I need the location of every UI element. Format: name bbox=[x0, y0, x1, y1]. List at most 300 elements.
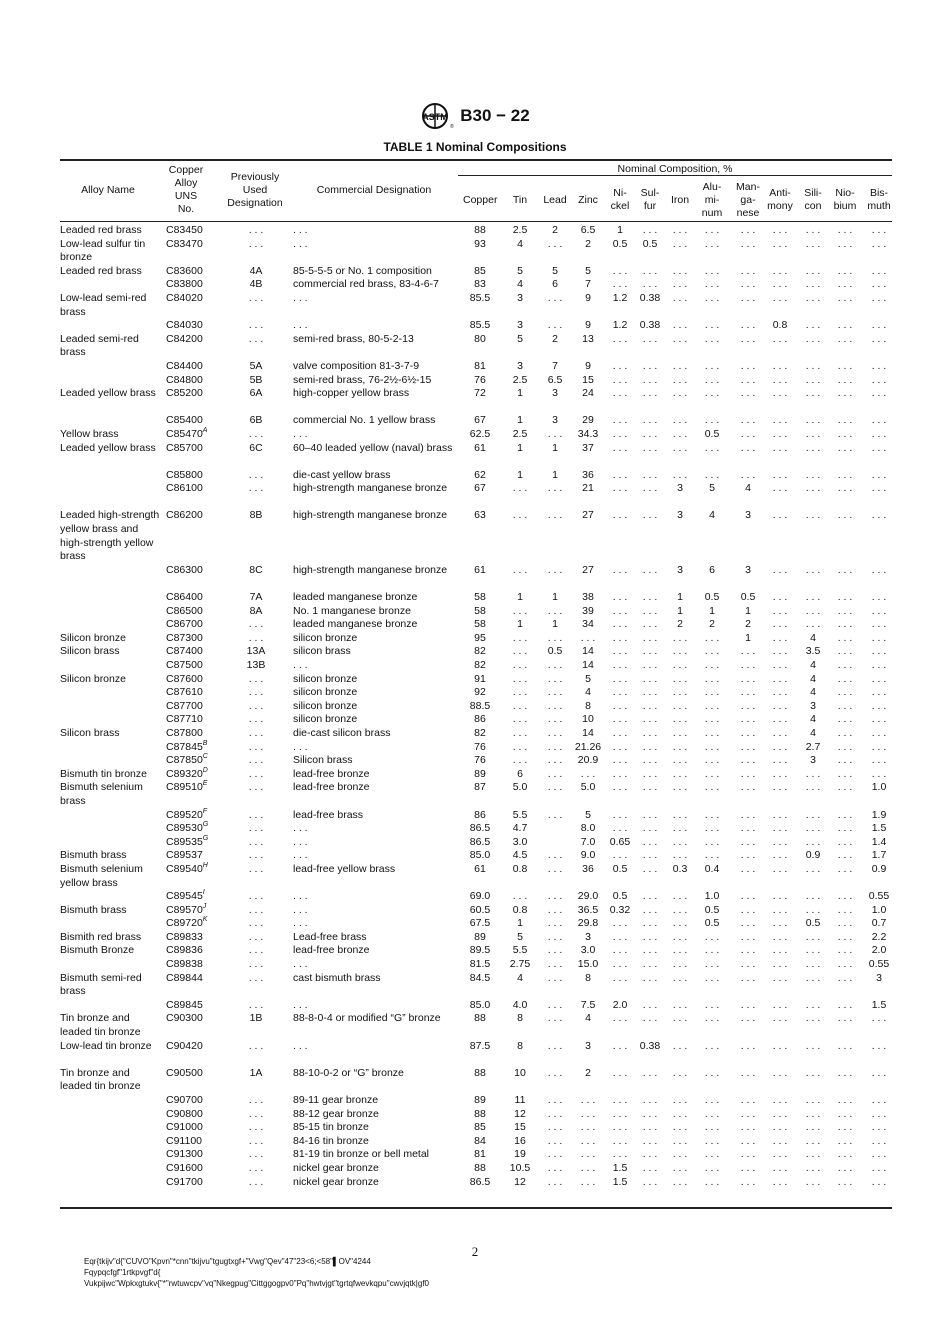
composition-value: . . . bbox=[772, 890, 788, 903]
composition-value: 83 bbox=[474, 278, 486, 291]
composition-value: . . . bbox=[805, 427, 821, 440]
composition-value: . . . bbox=[772, 740, 788, 753]
composition-value: 82 bbox=[474, 645, 486, 658]
composition-value: 12 bbox=[514, 1175, 526, 1188]
commercial-designation: 88-10-0-2 or “G” bronze bbox=[293, 1066, 404, 1079]
composition-value: . . . bbox=[740, 441, 756, 454]
previous-designation: . . . bbox=[248, 1148, 264, 1161]
table-row bbox=[60, 944, 892, 958]
composition-value: 5.0 bbox=[512, 781, 528, 794]
composition-value: . . . bbox=[871, 387, 887, 400]
composition-value: . . . bbox=[740, 645, 756, 658]
composition-value: . . . bbox=[612, 1039, 628, 1052]
composition-value: . . . bbox=[704, 468, 720, 481]
uns-number: $C89530^G$ bbox=[166, 821, 209, 835]
header-uns: Copper Alloy UNS No. bbox=[168, 164, 204, 215]
composition-value: 38 bbox=[582, 591, 594, 604]
table-row bbox=[60, 1176, 892, 1190]
composition-value: 14 bbox=[582, 726, 594, 739]
previous-designation: 4A bbox=[249, 264, 263, 277]
commercial-designation: 89-11 gear bronze bbox=[293, 1094, 379, 1107]
previous-designation: . . . bbox=[248, 930, 264, 943]
table-row bbox=[60, 1162, 892, 1176]
composition-value: 69.0 bbox=[469, 890, 491, 903]
composition-value: . . . bbox=[672, 1039, 688, 1052]
composition-value: . . . bbox=[672, 917, 688, 930]
composition-value: . . . bbox=[772, 427, 788, 440]
composition-value: . . . bbox=[704, 1066, 720, 1079]
previous-designation: . . . bbox=[248, 917, 264, 930]
composition-value: . . . bbox=[871, 672, 887, 685]
composition-value: 1 bbox=[517, 591, 523, 604]
composition-value: 5.5 bbox=[512, 944, 528, 957]
composition-value: 85.0 bbox=[469, 998, 491, 1011]
composition-value: . . . bbox=[837, 468, 853, 481]
composition-value: . . . bbox=[805, 373, 821, 386]
composition-value: . . . bbox=[704, 237, 720, 250]
composition-value: 10 bbox=[514, 1066, 526, 1079]
footnote-marker: B bbox=[202, 739, 208, 747]
composition-value: . . . bbox=[612, 699, 628, 712]
composition-value: . . . bbox=[580, 631, 596, 644]
table-row bbox=[60, 442, 892, 469]
composition-value: 10 bbox=[582, 713, 594, 726]
composition-value: . . . bbox=[642, 944, 658, 957]
uns-number: $C89535^G$ bbox=[166, 834, 209, 848]
composition-value: . . . bbox=[740, 1175, 756, 1188]
composition-value: . . . bbox=[580, 767, 596, 780]
composition-value: 0.8 bbox=[512, 903, 528, 916]
commercial-designation: . . . bbox=[293, 917, 308, 930]
composition-value: 76 bbox=[474, 740, 486, 753]
composition-value: . . . bbox=[740, 917, 756, 930]
composition-value: 2.5 bbox=[512, 224, 528, 236]
alloy-name: Tin bronze and leaded tin bronze bbox=[60, 1012, 141, 1039]
composition-value: . . . bbox=[672, 278, 688, 291]
composition-value: . . . bbox=[871, 726, 887, 739]
composition-value: . . . bbox=[837, 672, 853, 685]
uns-number: C91100 bbox=[166, 1134, 203, 1147]
composition-value: . . . bbox=[740, 237, 756, 250]
composition-value: . . . bbox=[704, 1134, 720, 1147]
composition-value: 88 bbox=[474, 1161, 486, 1174]
composition-value: . . . bbox=[642, 618, 658, 631]
table-row bbox=[60, 849, 892, 863]
previous-designation: 13B bbox=[246, 659, 266, 672]
composition-value: . . . bbox=[772, 441, 788, 454]
commercial-designation: . . . bbox=[293, 224, 308, 236]
composition-value: 0.5 bbox=[612, 890, 628, 903]
table-row bbox=[60, 265, 892, 279]
composition-value: 58 bbox=[474, 618, 486, 631]
composition-value: 86.5 bbox=[469, 822, 491, 835]
composition-value: . . . bbox=[837, 278, 853, 291]
composition-value: . . . bbox=[580, 1148, 596, 1161]
composition-value: . . . bbox=[704, 944, 720, 957]
composition-value: . . . bbox=[704, 441, 720, 454]
table-title: TABLE 1 Nominal Compositions bbox=[383, 140, 567, 154]
composition-value: . . . bbox=[580, 1121, 596, 1134]
composition-value: . . . bbox=[837, 659, 853, 672]
composition-value: . . . bbox=[837, 237, 853, 250]
composition-value: . . . bbox=[512, 740, 528, 753]
composition-value: . . . bbox=[805, 808, 821, 821]
alloy-name: Leaded semi-red brass bbox=[60, 332, 139, 359]
table-row bbox=[60, 931, 892, 945]
composition-value: . . . bbox=[805, 618, 821, 631]
svg-text:ASTM: ASTM bbox=[422, 112, 448, 122]
composition-value: . . . bbox=[805, 278, 821, 291]
composition-value: 81 bbox=[474, 1148, 486, 1161]
composition-value: . . . bbox=[837, 958, 853, 971]
commercial-designation: No. 1 manganese bronze bbox=[293, 604, 411, 617]
previous-designation: . . . bbox=[248, 944, 264, 957]
composition-value: . . . bbox=[547, 291, 563, 304]
composition-value: . . . bbox=[837, 849, 853, 862]
composition-value: 37 bbox=[582, 441, 594, 454]
composition-value: . . . bbox=[612, 808, 628, 821]
composition-value: . . . bbox=[837, 427, 853, 440]
composition-value: 88 bbox=[474, 1066, 486, 1079]
composition-value: . . . bbox=[772, 1161, 788, 1174]
composition-value: 5.0 bbox=[580, 781, 596, 794]
composition-value: . . . bbox=[772, 563, 788, 576]
commercial-designation: nickel gear bronze bbox=[293, 1161, 379, 1174]
alloy-name: Silicon bronze bbox=[60, 672, 126, 685]
commercial-designation: 88-8-0-4 or modified “G” bronze bbox=[293, 1012, 441, 1025]
composition-value: . . . bbox=[642, 631, 658, 644]
alloy-name: Bismuth selenium brass bbox=[60, 781, 143, 807]
uns-number: $C89570^J$ bbox=[166, 902, 207, 916]
composition-value: 16 bbox=[514, 1134, 526, 1147]
footnote-marker: H bbox=[202, 861, 208, 869]
composition-value: . . . bbox=[547, 944, 563, 957]
alloy-name: Leaded red brass bbox=[60, 224, 142, 236]
composition-value: . . . bbox=[772, 604, 788, 617]
composition-value: . . . bbox=[805, 862, 821, 875]
composition-value: 72 bbox=[474, 387, 486, 400]
composition-value: . . . bbox=[547, 754, 563, 767]
composition-value: . . . bbox=[547, 631, 563, 644]
composition-value: 8.0 bbox=[580, 822, 596, 835]
composition-value: . . . bbox=[805, 441, 821, 454]
footer-line-2: Fqypqcfgf"1rtkpvgf"d{ bbox=[84, 1268, 161, 1277]
composition-value: . . . bbox=[805, 1066, 821, 1079]
composition-value: . . . bbox=[612, 482, 628, 495]
composition-value: . . . bbox=[642, 482, 658, 495]
composition-value: . . . bbox=[740, 808, 756, 821]
document-designation: B30 − 22 bbox=[460, 106, 530, 125]
composition-value: . . . bbox=[805, 1134, 821, 1147]
composition-value: . . . bbox=[547, 1012, 563, 1025]
composition-value: . . . bbox=[672, 319, 688, 332]
composition-value: . . . bbox=[547, 713, 563, 726]
commercial-designation: . . . bbox=[293, 835, 308, 848]
composition-value: 4 bbox=[810, 713, 816, 726]
composition-value: . . . bbox=[704, 1012, 720, 1025]
table-row bbox=[60, 645, 892, 659]
footnote-marker: J bbox=[202, 902, 207, 910]
composition-value: 0.38 bbox=[639, 319, 661, 332]
composition-value: 87 bbox=[474, 781, 486, 794]
table-row bbox=[60, 700, 892, 714]
composition-value: . . . bbox=[672, 971, 688, 984]
composition-value: . . . bbox=[672, 699, 688, 712]
footnote-marker: G bbox=[202, 821, 209, 829]
alloy-name: Bismuth brass bbox=[60, 903, 127, 916]
table-row bbox=[60, 673, 892, 687]
header-element-8: Man- ga- nese bbox=[736, 180, 760, 219]
composition-value: 82 bbox=[474, 726, 486, 739]
composition-value: 2.5 bbox=[512, 427, 528, 440]
alloy-name: Bismuth Bronze bbox=[60, 944, 135, 957]
composition-value: . . . bbox=[547, 958, 563, 971]
previous-designation: . . . bbox=[248, 998, 264, 1011]
composition-value: . . . bbox=[612, 1094, 628, 1107]
composition-value: . . . bbox=[547, 740, 563, 753]
composition-value: 3 bbox=[552, 414, 558, 427]
composition-value: 0.5 bbox=[805, 917, 821, 930]
composition-value: . . . bbox=[871, 427, 887, 440]
composition-value: . . . bbox=[772, 1066, 788, 1079]
footer-line-1: Eqr{tkijv"d{"CUVO"Kpvn"*cnn"tkijvu"tgugtxgf+"Vwg"Qev"47"23<6;<58"▌OV"4244 bbox=[84, 1257, 371, 1266]
composition-value: . . . bbox=[642, 808, 658, 821]
composition-value: 2.0 bbox=[612, 998, 628, 1011]
composition-value: . . . bbox=[805, 563, 821, 576]
composition-value: . . . bbox=[740, 903, 756, 916]
composition-value: 88 bbox=[474, 224, 486, 236]
composition-value: . . . bbox=[772, 332, 788, 345]
alloy-name: Yellow brass bbox=[60, 427, 119, 440]
footnote-marker: A bbox=[202, 426, 208, 434]
composition-value: . . . bbox=[612, 713, 628, 726]
composition-value: . . . bbox=[642, 754, 658, 767]
footnote-marker: C bbox=[202, 753, 208, 761]
previous-designation: . . . bbox=[248, 319, 264, 332]
table-row bbox=[60, 809, 892, 823]
composition-value: . . . bbox=[772, 781, 788, 794]
composition-value: . . . bbox=[740, 427, 756, 440]
table-row bbox=[60, 890, 892, 904]
header-element-11: Nio- bium bbox=[833, 187, 857, 212]
commercial-designation: 85-5-5-5 or No. 1 composition bbox=[293, 264, 432, 277]
table-row bbox=[60, 374, 892, 388]
composition-value: 60.5 bbox=[469, 903, 491, 916]
composition-value: . . . bbox=[805, 781, 821, 794]
composition-value: . . . bbox=[837, 291, 853, 304]
composition-value: . . . bbox=[740, 781, 756, 794]
composition-value: . . . bbox=[772, 387, 788, 400]
composition-value: . . . bbox=[672, 659, 688, 672]
composition-value: 1 bbox=[517, 414, 523, 427]
table-row bbox=[60, 1121, 892, 1135]
commercial-designation: . . . bbox=[293, 822, 308, 835]
previous-designation: . . . bbox=[248, 808, 264, 821]
table-row bbox=[60, 509, 892, 563]
previous-designation: 5B bbox=[249, 373, 263, 386]
table-row bbox=[60, 428, 892, 442]
composition-value: . . . bbox=[704, 958, 720, 971]
composition-value: . . . bbox=[672, 686, 688, 699]
composition-value: . . . bbox=[772, 971, 788, 984]
composition-value: . . . bbox=[612, 1107, 628, 1120]
composition-value: . . . bbox=[837, 740, 853, 753]
composition-value: . . . bbox=[547, 509, 563, 522]
composition-value: 3 bbox=[810, 699, 816, 712]
composition-value: . . . bbox=[642, 740, 658, 753]
composition-value: . . . bbox=[837, 713, 853, 726]
commercial-designation: semi-red brass, 80-5-2-13 bbox=[293, 332, 414, 345]
commercial-designation: lead-free bronze bbox=[293, 767, 370, 780]
composition-value: 67.5 bbox=[469, 917, 491, 930]
composition-value: 9 bbox=[585, 359, 591, 372]
composition-value: . . . bbox=[805, 971, 821, 984]
uns-number: C89537 bbox=[166, 849, 203, 862]
composition-value: . . . bbox=[837, 264, 853, 277]
composition-value: 0.55 bbox=[868, 958, 890, 971]
composition-value: 1.2 bbox=[612, 319, 628, 332]
composition-value: . . . bbox=[612, 441, 628, 454]
composition-value: 15.0 bbox=[577, 958, 599, 971]
composition-value: . . . bbox=[642, 563, 658, 576]
composition-value: . . . bbox=[704, 754, 720, 767]
composition-value: . . . bbox=[612, 971, 628, 984]
previous-designation: . . . bbox=[248, 332, 264, 345]
previous-designation: . . . bbox=[248, 849, 264, 862]
table-row bbox=[60, 224, 892, 238]
composition-value: . . . bbox=[772, 509, 788, 522]
uns-number: C87610 bbox=[166, 686, 203, 699]
previous-designation: . . . bbox=[248, 781, 264, 794]
composition-value: . . . bbox=[772, 754, 788, 767]
composition-value: . . . bbox=[642, 726, 658, 739]
header-element-7: Alu- mi- num bbox=[701, 180, 723, 219]
composition-value: . . . bbox=[740, 1134, 756, 1147]
composition-value: . . . bbox=[837, 373, 853, 386]
composition-value: . . . bbox=[871, 509, 887, 522]
composition-value: . . . bbox=[642, 699, 658, 712]
composition-value: . . . bbox=[805, 1175, 821, 1188]
composition-value: . . . bbox=[704, 930, 720, 943]
composition-value: . . . bbox=[871, 414, 887, 427]
composition-value: . . . bbox=[772, 1121, 788, 1134]
composition-value: 0.38 bbox=[639, 1039, 661, 1052]
uns-number: C87400 bbox=[166, 645, 203, 658]
uns-number: C91700 bbox=[166, 1175, 203, 1188]
composition-value: 2.2 bbox=[871, 930, 887, 943]
composition-value: . . . bbox=[805, 944, 821, 957]
composition-value: 2.7 bbox=[805, 740, 821, 753]
composition-value: . . . bbox=[672, 441, 688, 454]
uns-number: $C89510^E$ bbox=[166, 780, 208, 794]
composition-value: . . . bbox=[672, 387, 688, 400]
commercial-designation: cast bismuth brass bbox=[293, 971, 381, 984]
composition-value: 89 bbox=[474, 930, 486, 943]
composition-value: . . . bbox=[547, 427, 563, 440]
composition-value: . . . bbox=[672, 264, 688, 277]
composition-value: . . . bbox=[740, 726, 756, 739]
composition-value: . . . bbox=[740, 373, 756, 386]
composition-value: . . . bbox=[704, 686, 720, 699]
composition-value: 2 bbox=[745, 618, 751, 631]
commercial-designation: leaded manganese bronze bbox=[293, 591, 418, 604]
composition-value: . . . bbox=[547, 1066, 563, 1079]
commercial-designation: silicon bronze bbox=[293, 713, 358, 726]
composition-value: . . . bbox=[547, 563, 563, 576]
composition-value: . . . bbox=[837, 754, 853, 767]
composition-value: . . . bbox=[704, 713, 720, 726]
composition-value: . . . bbox=[704, 1175, 720, 1188]
composition-value: 1.5 bbox=[612, 1175, 628, 1188]
composition-value: . . . bbox=[871, 1012, 887, 1025]
composition-value: . . . bbox=[612, 740, 628, 753]
uns-number: C87700 bbox=[166, 699, 203, 712]
table-row bbox=[60, 1040, 892, 1067]
composition-value: 84.5 bbox=[469, 971, 491, 984]
uns-number: C83450 bbox=[166, 224, 203, 236]
uns-number: C91000 bbox=[166, 1121, 203, 1134]
composition-value: . . . bbox=[512, 563, 528, 576]
table-body bbox=[60, 224, 892, 1189]
composition-value: . . . bbox=[580, 1161, 596, 1174]
composition-value: . . . bbox=[871, 319, 887, 332]
composition-value: . . . bbox=[837, 414, 853, 427]
composition-value: . . . bbox=[740, 958, 756, 971]
composition-value: . . . bbox=[772, 822, 788, 835]
composition-value: . . . bbox=[837, 563, 853, 576]
composition-value: . . . bbox=[740, 387, 756, 400]
composition-value: 1.4 bbox=[871, 835, 887, 848]
composition-value: . . . bbox=[837, 1134, 853, 1147]
previous-designation: . . . bbox=[248, 686, 264, 699]
composition-value: . . . bbox=[672, 645, 688, 658]
commercial-designation: silicon brass bbox=[293, 645, 351, 658]
composition-value: . . . bbox=[642, 387, 658, 400]
composition-value: 1 bbox=[517, 618, 523, 631]
header-commercial: Commercial Designation bbox=[316, 184, 432, 196]
composition-value: . . . bbox=[612, 278, 628, 291]
previous-designation: 8C bbox=[249, 563, 263, 576]
composition-value: 89 bbox=[474, 767, 486, 780]
composition-value: . . . bbox=[547, 917, 563, 930]
composition-value: 8 bbox=[585, 699, 591, 712]
composition-value: . . . bbox=[772, 1107, 788, 1120]
composition-value: . . . bbox=[740, 1121, 756, 1134]
composition-value: 21 bbox=[582, 482, 594, 495]
composition-value: . . . bbox=[512, 482, 528, 495]
composition-value: 3 bbox=[677, 482, 683, 495]
composition-value: . . . bbox=[772, 468, 788, 481]
previous-designation: . . . bbox=[248, 1121, 264, 1134]
composition-value: . . . bbox=[772, 631, 788, 644]
previous-designation: 5A bbox=[249, 359, 263, 372]
composition-value: . . . bbox=[704, 971, 720, 984]
uns-number: C84020 bbox=[166, 291, 203, 304]
composition-value: . . . bbox=[740, 319, 756, 332]
composition-value: . . . bbox=[704, 659, 720, 672]
previous-designation: . . . bbox=[248, 713, 264, 726]
table-row bbox=[60, 469, 892, 483]
composition-value: . . . bbox=[672, 1066, 688, 1079]
composition-value: 0.5 bbox=[612, 862, 628, 875]
composition-value: 36 bbox=[582, 468, 594, 481]
composition-value: 7 bbox=[585, 278, 591, 291]
composition-value: . . . bbox=[612, 604, 628, 617]
composition-value: 3 bbox=[876, 971, 882, 984]
composition-value: 0.5 bbox=[612, 237, 628, 250]
composition-value: . . . bbox=[512, 686, 528, 699]
composition-value: . . . bbox=[642, 1012, 658, 1025]
